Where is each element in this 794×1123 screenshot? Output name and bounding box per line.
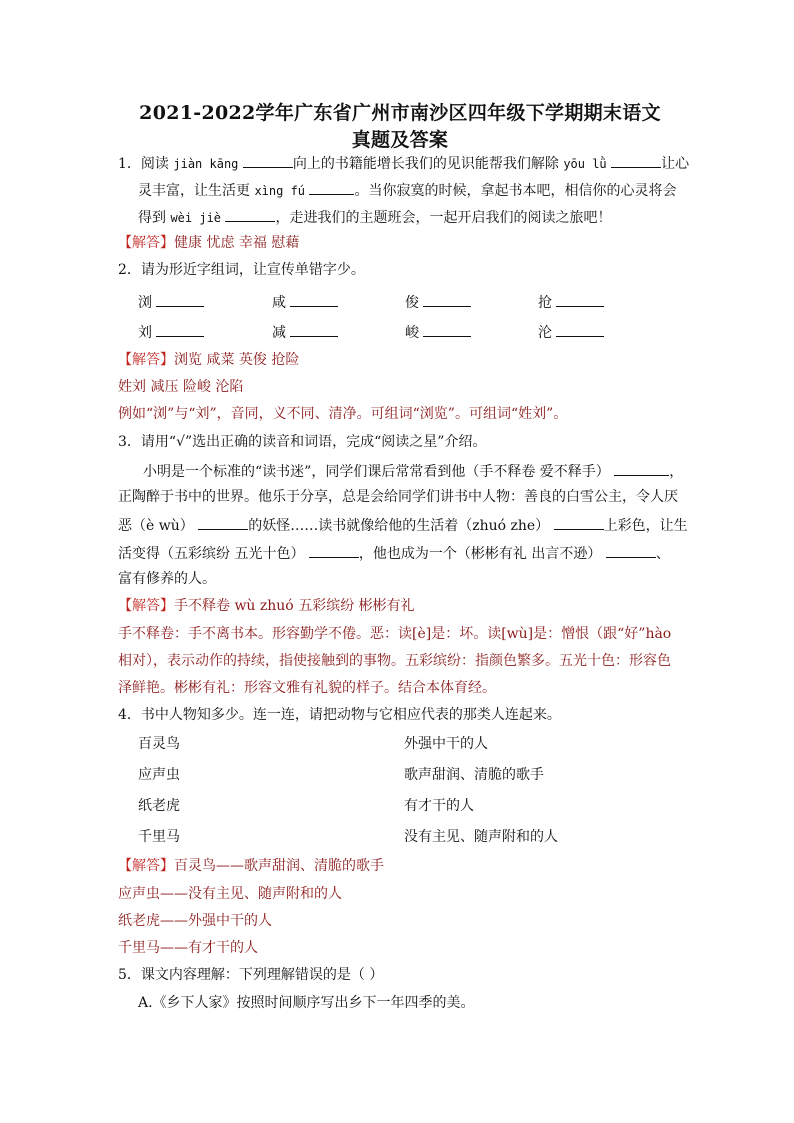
answer-blank[interactable] — [225, 207, 275, 222]
answer-blank[interactable] — [290, 292, 338, 307]
answer-blank[interactable] — [554, 515, 604, 530]
q3-para-2: 正陶醉于书中的世界。他乐于分享，总是会给同学们讲书中人物：善良的白雪公主，令人厌 — [118, 489, 678, 505]
answer-blank[interactable] — [156, 322, 204, 337]
q4-right-item[interactable]: 歌声甜润、清脆的歌手 — [404, 767, 544, 783]
answer-blank[interactable] — [423, 292, 471, 307]
q3-stem: 3．请用“√”选出正确的读音和词语，完成“阅读之星”介绍。 — [118, 434, 487, 450]
q4-stem: 4．书中人物知多少。连一连，请把动物与它相应代表的那类人连起来。 — [118, 707, 561, 723]
answer-label: 【解答】 — [118, 352, 174, 368]
answer-blank[interactable] — [198, 515, 248, 530]
answer-blank[interactable] — [606, 543, 656, 558]
answer-blank[interactable] — [614, 461, 669, 476]
q3-para-5: 富有修养的人。 — [118, 571, 216, 587]
q2-answer — [118, 351, 299, 369]
answer-blank[interactable] — [423, 322, 471, 337]
pinyin: yōu lǜ — [563, 157, 607, 171]
answer-label: 【解答】 — [118, 858, 174, 874]
q1-text: 向上的书籍能增长我们的见识能帮我们解除 — [292, 156, 559, 172]
q4-right-item[interactable]: 没有主见、随声附和的人 — [404, 829, 558, 845]
q2-item: 沦 — [538, 322, 604, 342]
answer-blank[interactable] — [243, 153, 293, 168]
q2-stem: 2．请为形近字组词，让宣传单错字少。 — [118, 262, 365, 278]
answer-blank[interactable] — [556, 292, 604, 307]
answer-blank[interactable] — [309, 543, 359, 558]
pinyin: jiàn kāng — [173, 157, 239, 171]
q2-item: 抢 — [538, 292, 604, 312]
pinyin: wèi jiè — [170, 211, 222, 225]
answer-label: 【解答】 — [118, 235, 174, 251]
q3-explanation-1: 手不释卷：手不离书本。形容勤学不倦。恶：读[è]是：坏。读[wù]是：憎恨（跟“好”hào — [118, 626, 672, 642]
answer-blank[interactable] — [556, 322, 604, 337]
q3-para-1: 小明是一个标准的“读书迷”，同学们课后常常看到他（手不释卷 爱不释手） ， — [143, 461, 683, 481]
answer-blank[interactable] — [290, 322, 338, 337]
q4-answer-line: 应声虫——没有主见、随声附和的人 — [118, 886, 342, 902]
q4-right-item[interactable]: 有才干的人 — [404, 798, 474, 814]
page-title: 2021-2022学年广东省广州市南沙区四年级下学期期末语文 — [139, 102, 661, 124]
answer-text: 手不释卷 wù zhuó 五彩缤纷 彬彬有礼 — [174, 598, 415, 614]
answer-text: 百灵鸟——歌声甜润、清脆的歌手 — [174, 858, 384, 874]
q2-item: 咸 — [272, 292, 338, 312]
q1-text: ，走进我们的主题班会，一起开启我们的阅读之旅吧！ — [275, 210, 612, 226]
q2-item: 刘 — [138, 322, 204, 342]
q1-line-3 — [138, 207, 611, 227]
q2-item: 减 — [272, 322, 338, 342]
q3-para-4: 活变得（五彩缤纷 五光十色） ，他也成为一个（彬彬有礼 出言不逊） 、 — [118, 543, 670, 563]
q1-text: 让心 — [661, 156, 690, 172]
q4-left-item[interactable]: 百灵鸟 — [138, 736, 180, 752]
q1-line-2 — [138, 180, 676, 200]
q1-text: 1．阅读 — [118, 156, 169, 172]
q4-answer-line: 千里马——有才干的人 — [118, 940, 258, 956]
q5-option-a[interactable]: A.《乡下人家》按照时间顺序写出乡下一年四季的美。 — [138, 995, 475, 1011]
q5-stem: 5．课文内容理解：下列理解错误的是（ ） — [118, 967, 384, 983]
q4-left-item[interactable]: 千里马 — [138, 829, 180, 845]
q3-answer — [118, 597, 415, 615]
q1-text: 得到 — [138, 210, 166, 226]
q3-explanation-3: 泽鲜艳。彬彬有礼：形容文雅有礼貌的样子。结合本体育经。 — [118, 680, 496, 696]
q1-text: 。当你寂寞的时候，拿起书本吧，相信你的心灵将会 — [354, 183, 677, 199]
q4-left-item[interactable]: 应声虫 — [138, 767, 180, 783]
q4-answer-line: 纸老虎——外强中干的人 — [118, 913, 272, 929]
q2-item: 峻 — [405, 322, 471, 342]
q4-answer — [118, 857, 384, 875]
q4-left-item[interactable]: 纸老虎 — [138, 798, 180, 814]
q3-para-3: 恶（è wù） 的妖怪……读书就像给他的生活着（zhuó zhe） 上彩色，让生 — [118, 515, 688, 535]
q2-item: 俊 — [405, 292, 471, 312]
q1-text: 灵丰富，让生活更 — [138, 183, 250, 199]
q4-right-item[interactable]: 外强中干的人 — [404, 736, 488, 752]
q1-line-1 — [118, 153, 689, 173]
q3-explanation-2: 相对），表示动作的持续，指使接触到的事物。五彩缤纷：指颜色繁多。五光十色：形容色 — [118, 653, 671, 669]
page-title-continued: 真题及答案 — [351, 129, 449, 151]
answer-text: 健康 忧虑 幸福 慰藉 — [174, 235, 300, 251]
answer-blank[interactable] — [309, 180, 354, 195]
q2-answer-line-2: 姓刘 减压 险峻 沦陷 — [118, 379, 244, 395]
answer-blank[interactable] — [611, 153, 661, 168]
pinyin: xìng fú — [254, 184, 306, 198]
q2-explanation: 例如“浏”与“刘”，音同，义不同、清净。可组词“浏览”。可组词“姓刘”。 — [118, 406, 568, 422]
answer-text: 浏览 咸菜 英俊 抢险 — [174, 352, 300, 368]
q1-answer — [118, 234, 299, 252]
q2-item: 浏 — [138, 292, 204, 312]
answer-label: 【解答】 — [118, 598, 174, 614]
answer-blank[interactable] — [156, 292, 204, 307]
